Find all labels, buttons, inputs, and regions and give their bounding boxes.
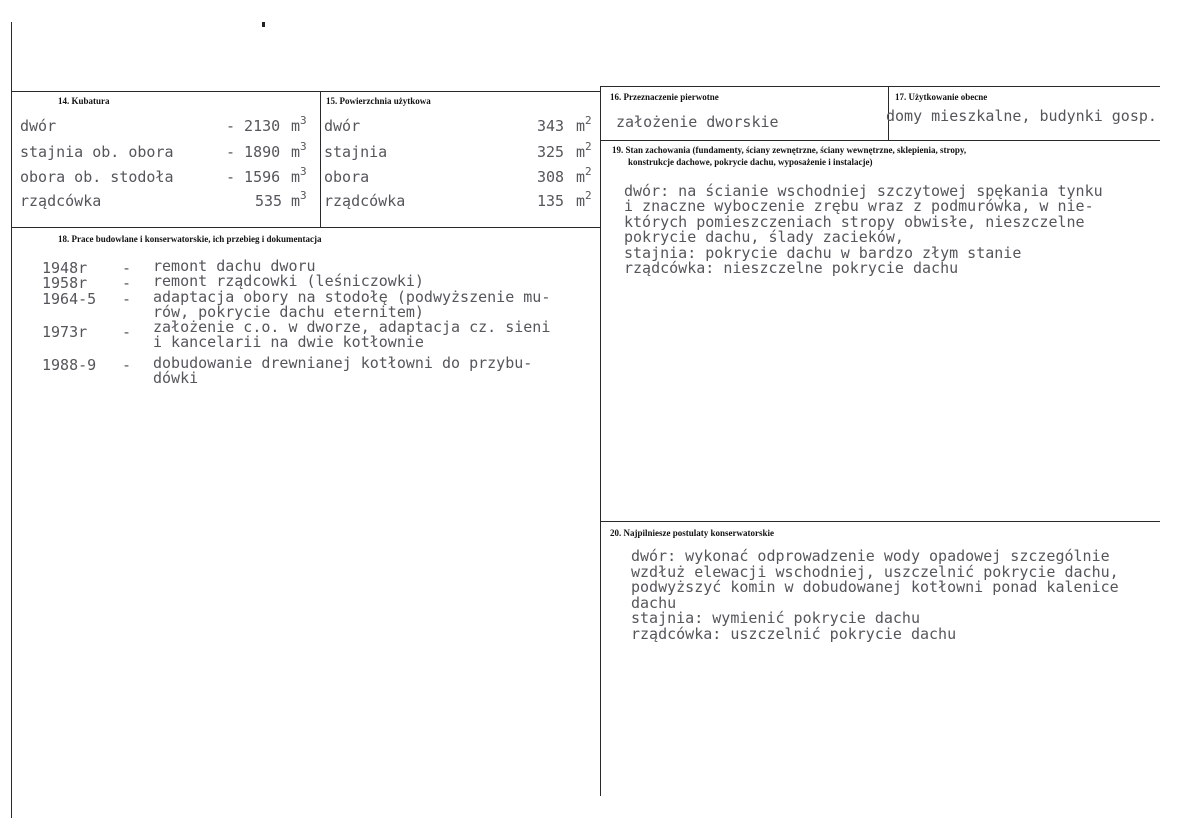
uzytkowanie-value: domy mieszkalne, budynki gosp. [886, 107, 1157, 125]
unit: m [576, 117, 586, 135]
prace-text: remont dachu dworu [153, 257, 316, 275]
kubatura-unit [291, 189, 307, 210]
powierzchnia-name: stajnia [324, 143, 388, 161]
kubatura-value: - 2130 [226, 117, 281, 135]
left-border [11, 22, 12, 818]
stan-label-line1: 19. Stan zachowania (fundamenty, ściany zewnętrzne, ściany wewnętrzne, sklepienia, stropy, [612, 145, 967, 155]
unit: m [576, 168, 586, 186]
powierzchnia-name: dwór [324, 117, 361, 135]
unit: m [576, 143, 586, 161]
powierzchnia-unit [576, 140, 592, 161]
prace-text: założenie c.o. w dworze, adaptacja cz. sieni i kancelarii na dwie kotłownie [153, 318, 551, 351]
kubatura-value: - 1596 [226, 168, 281, 186]
prace-year: 1964-5 [42, 290, 97, 308]
rule-under-14-15 [12, 227, 600, 228]
prace-dash: - [122, 259, 132, 277]
prace-dash: - [122, 323, 132, 341]
stray-mark [262, 22, 265, 27]
unit: m [291, 168, 301, 186]
prace-year: 1973r [42, 323, 88, 341]
powierzchnia-value: 135 [537, 192, 565, 210]
powierzchnia-value: 325 [537, 143, 565, 161]
top-rule-left [12, 91, 600, 92]
prace-text: dobudowanie drewnianej kotłowni do przybu- dówki [153, 354, 533, 387]
kubatura-value: - 1890 [226, 143, 281, 161]
prace-year: 1988-9 [42, 356, 97, 374]
powierzchnia-unit [576, 114, 592, 135]
unit-exponent: 3 [300, 114, 307, 127]
kubatura-label: 14. Kubatura [58, 96, 110, 106]
kubatura-name: stajnia ob. obora [20, 143, 174, 161]
kubatura-name: rządcówka [20, 192, 102, 210]
przeznaczenie-value: założenie dworskie [616, 113, 779, 131]
powierzchnia-name: obora [324, 168, 370, 186]
divider-center [600, 86, 601, 796]
kubatura-value: 535 [255, 192, 283, 210]
prace-label: 18. Prace budowlane i konserwatorskie, ich przebieg i dokumentacja [58, 234, 322, 244]
kubatura-name: dwór [20, 117, 57, 135]
unit: m [576, 192, 586, 210]
unit-exponent: 3 [300, 189, 307, 202]
prace-text: adaptacja obory na stodołę (podwyższenie mu- rów, pokrycie dachu eternitem) [153, 288, 551, 321]
prace-year: 1958r [42, 274, 88, 292]
unit: m [291, 192, 301, 210]
unit-exponent: 3 [300, 165, 307, 178]
postulaty-text: dwór: wykonać odprowadzenie wody opadowej szczególnie wzdłuż elewacji wschodniej, uszczelnić pokrycie dachu, podwyższyć komin w dobudowanej kotłowni ponad kalenice dachu stajnia: wymienić pokrycie dachu rządcówka: uszczelnić pokrycie dachu [631, 547, 1119, 643]
unit-exponent: 2 [585, 140, 592, 153]
prace-dash: - [122, 356, 132, 374]
unit-exponent: 2 [585, 114, 592, 127]
unit-exponent: 2 [585, 165, 592, 178]
kubatura-unit [291, 165, 307, 186]
stan-label-line2: konstrukcje dachowe, pokrycie dachu, wyposażenie i instalacje) [628, 157, 873, 167]
unit: m [291, 143, 301, 161]
powierzchnia-value: 308 [537, 168, 565, 186]
stan-text: dwór: na ścianie wschodniej szczytowej spękania tynku i znaczne wyboczenie zrębu wraz z podmurówka, w nie- których pomieszczeniach stropy obwisłe, nieszczelne pokrycie dachu, ślady zacieków, stajnia: pokrycie dachu w bardzo złym stanie rządcówka: nieszczelne pokrycie dachu [624, 182, 1103, 278]
prace-text: remont rządcowki (leśniczowki) [153, 272, 424, 290]
rule-above-20 [600, 521, 1160, 522]
postulaty-label: 20. Najpilniesze postulaty konserwatorskie [610, 528, 774, 538]
rule-under-16-17 [600, 140, 1160, 141]
kubatura-unit [291, 140, 307, 161]
top-rule-right [600, 86, 1160, 87]
kubatura-unit [291, 114, 307, 135]
powierzchnia-unit [576, 165, 592, 186]
przeznaczenie-label: 16. Przeznaczenie pierwotne [610, 92, 719, 102]
powierzchnia-value: 343 [537, 117, 565, 135]
powierzchnia-unit [576, 189, 592, 210]
unit-exponent: 2 [585, 189, 592, 202]
unit: m [291, 117, 301, 135]
kubatura-name: obora ob. stodoła [20, 168, 174, 186]
uzytkowanie-label: 17. Użytkowanie obecne [895, 92, 988, 102]
powierzchnia-name: rządcówka [324, 192, 406, 210]
divider-14-15 [320, 91, 321, 227]
prace-dash: - [122, 290, 132, 308]
prace-year: 1948r [42, 259, 88, 277]
unit-exponent: 3 [300, 140, 307, 153]
powierzchnia-label: 15. Powierzchnia użytkowa [326, 96, 431, 106]
prace-dash: - [122, 274, 132, 292]
